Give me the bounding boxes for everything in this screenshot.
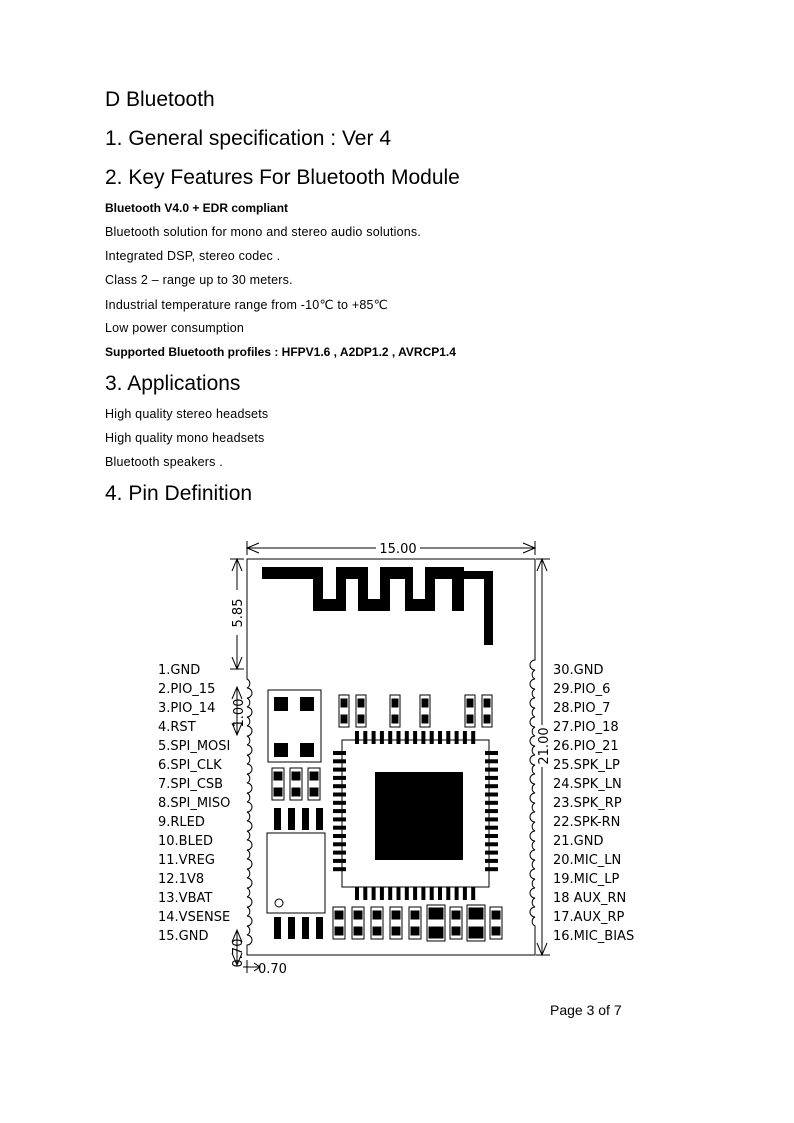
pin-label: 4.RST	[158, 720, 196, 735]
pin-label: 27.PIO_18	[553, 720, 619, 735]
pin-label: 7.SPI_CSB	[158, 777, 224, 792]
pin-label: 21.GND	[553, 834, 604, 849]
pin-label: 10.BLED	[158, 834, 214, 849]
crystal-component	[268, 690, 321, 762]
page-number: Page 3 of 7	[550, 1002, 622, 1018]
pin-label: 29.PIO_6	[553, 682, 611, 697]
document-heading: D Bluetooth	[105, 88, 215, 111]
antenna-trace	[262, 567, 493, 645]
left-pin-labels	[158, 663, 230, 944]
pin-label: 28.PIO_7	[553, 701, 611, 716]
top-passive-components	[339, 695, 492, 727]
pin-label: 20.MIC_LN	[553, 853, 622, 868]
pin-label: 11.VREG	[158, 853, 215, 868]
pin-label: 17.AUX_RP	[553, 910, 625, 925]
section-title-features: 2. Key Features For Bluetooth Module	[105, 166, 460, 189]
pin-label: 16.MIC_BIAS	[553, 929, 635, 944]
pin-label: 14.VSENSE	[158, 910, 231, 925]
pitch-dimension-label: 1.00	[232, 698, 247, 728]
pin-label: 30.GND	[553, 663, 604, 678]
bottom-margin-dimension-label: 0.70	[231, 938, 246, 968]
feature-line: Low power consumption	[105, 321, 244, 335]
pin-label: 3.PIO_14	[158, 701, 216, 716]
pin-label: 26.PIO_21	[553, 739, 619, 754]
pin-label: 12.1V8	[158, 872, 205, 887]
feature-line: Supported Bluetooth profiles : HFPV1.6 , A2DP1.2 , AVRCP1.4	[105, 345, 456, 359]
pin-label: 23.SPK_RP	[553, 796, 622, 811]
main-chip	[333, 731, 498, 900]
pin-label: 9.RLED	[158, 815, 205, 830]
pin-label: 8.SPI_MISO	[158, 796, 231, 811]
feature-line: Bluetooth solution for mono and stereo audio solutions.	[105, 225, 422, 239]
feature-line: Industrial temperature range from -10℃ to +85℃	[105, 298, 388, 312]
width-dimension-label: 15.00	[379, 542, 417, 557]
pin-label: 18 AUX_RN	[553, 891, 627, 906]
feature-line: Integrated DSP, stereo codec .	[105, 249, 281, 263]
pin-definition-diagram	[140, 535, 660, 980]
right-pin-labels	[553, 663, 634, 944]
application-line: Bluetooth speakers .	[105, 455, 223, 469]
antenna-dimension-label: 5.85	[231, 598, 246, 628]
height-dimension-label: 21.00	[537, 727, 552, 765]
pin-label: 15.GND	[158, 929, 209, 944]
pin-label: 24.SPK_LN	[553, 777, 622, 792]
pin-label: 25.SPK_LP	[553, 758, 620, 773]
pin-label: 1.GND	[158, 663, 201, 678]
left-passive-components	[272, 768, 320, 800]
pin-label: 5.SPI_MOSI	[158, 739, 231, 754]
feature-line: Class 2 – range up to 30 meters.	[105, 273, 293, 287]
section-title-pins: 4. Pin Definition	[105, 482, 253, 505]
pin-label: 13.VBAT	[158, 891, 213, 906]
pin-label: 19.MIC_LP	[553, 872, 620, 887]
pin-label: 2.PIO_15	[158, 682, 216, 697]
application-line: High quality stereo headsets	[105, 407, 269, 421]
pin-label: 6.SPI_CLK	[158, 758, 222, 773]
application-line: High quality mono headsets	[105, 431, 265, 445]
bottom-passive-components	[333, 905, 502, 941]
feature-line: Bluetooth V4.0 + EDR compliant	[105, 201, 289, 215]
section-title-applications: 3. Applications	[105, 372, 241, 395]
pin-label: 22.SPK-RN	[553, 815, 621, 830]
section-title-general: 1. General specification : Ver 4	[105, 127, 391, 150]
side-margin-dimension-label: 0.70	[258, 962, 287, 977]
regulator-ic	[267, 808, 325, 939]
